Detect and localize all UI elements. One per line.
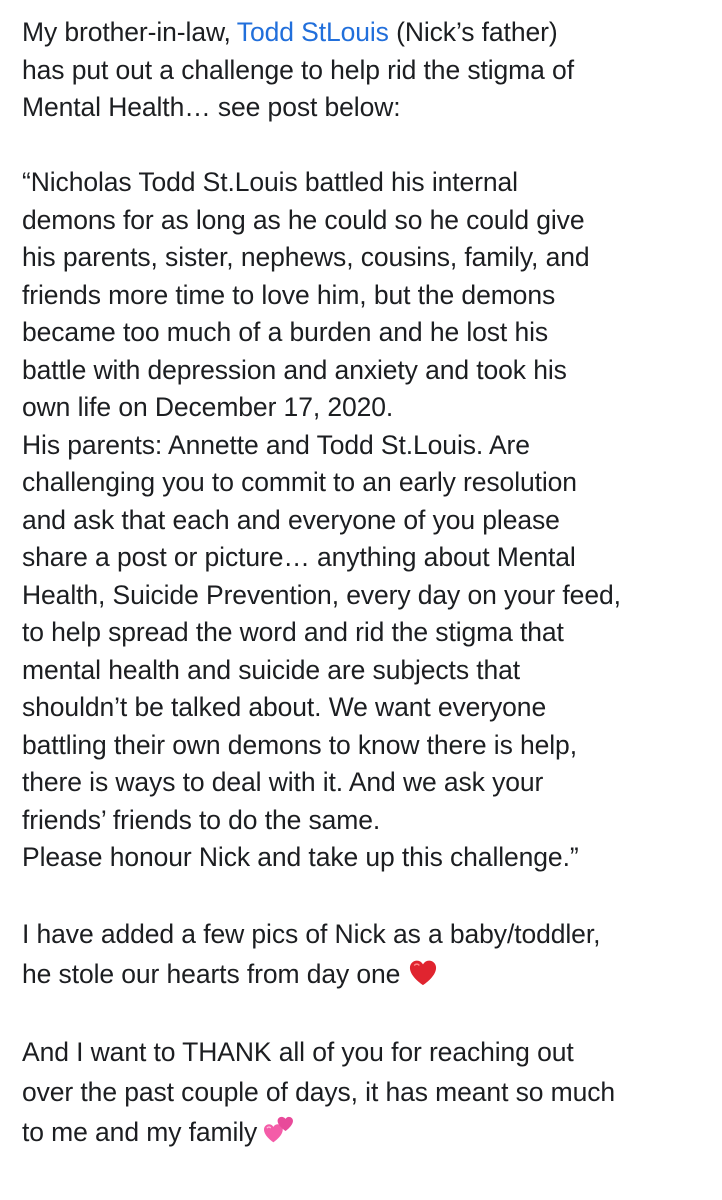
quote-line: there is ways to deal with it. And we ask your [22, 767, 544, 797]
two-hearts-icon [263, 1116, 295, 1146]
quote-line: demons for as long as he could so he could give [22, 204, 585, 235]
thanks-line-2: over the past couple of days, it has meant so much [22, 1076, 616, 1107]
quote-line: own life on December 17, 2020. [22, 392, 394, 422]
quote-line: friends’ friends to do the same. [22, 804, 381, 835]
intro-line-3: Mental Health… see post below: [22, 92, 401, 122]
quote-line: battling their own demons to know there is help, [22, 729, 577, 760]
quote-line: shouldn’t be talked about. We want everyone [22, 692, 547, 722]
quote-line: and ask that each and everyone of you please [22, 504, 560, 535]
quote-line: became too much of a burden and he lost his [22, 317, 549, 347]
red-heart-icon [408, 959, 438, 987]
post-body [22, 14, 712, 1152]
quote-line: friends more time to love him, but the demons [22, 279, 556, 310]
quote-line: Please honour Nick and take up this challenge.” [22, 842, 579, 872]
mention-link[interactable]: Todd StLouis [236, 17, 389, 47]
pics-line-2-text: he stole our hearts from day one [22, 959, 401, 989]
intro-line-2: has put out a challenge to help rid the stigma of [22, 54, 574, 85]
paragraph-spacer [22, 994, 712, 1032]
thanks-line-1: And I want to THANK all of you for reaching out [22, 1036, 574, 1067]
paragraph-spacer [22, 877, 712, 915]
quote-line: challenging you to commit to an early resolution [22, 467, 577, 497]
pics-line-2 [22, 954, 712, 994]
quote-line: Health, Suicide Prevention, every day on your feed, [22, 579, 621, 610]
intro-line-1 [22, 14, 712, 52]
quote-line: his parents, sister, nephews, cousins, family, and [22, 242, 590, 272]
quote-line: share a post or picture… anything about Mental [22, 542, 576, 572]
thanks-line-3-text: to me and my family [22, 1116, 258, 1147]
intro-text: My brother-in-law, [22, 17, 231, 47]
intro-text-after: (Nick’s father) [388, 17, 558, 47]
quote-line: to help spread the word and rid the stigma that [22, 617, 564, 647]
quote-line: His parents: Annette and Todd St.Louis. Are [22, 429, 530, 460]
quote-line: battle with depression and anxiety and took his [22, 354, 567, 385]
quote-line: “Nicholas Todd St.Louis battled his internal [22, 167, 518, 197]
paragraph-spacer [22, 127, 712, 165]
thanks-line-3 [22, 1112, 712, 1152]
quoted-post [22, 164, 712, 877]
pics-line-1: I have added a few pics of Nick as a baby/toddler, [22, 919, 601, 949]
quote-line: mental health and suicide are subjects that [22, 654, 521, 685]
